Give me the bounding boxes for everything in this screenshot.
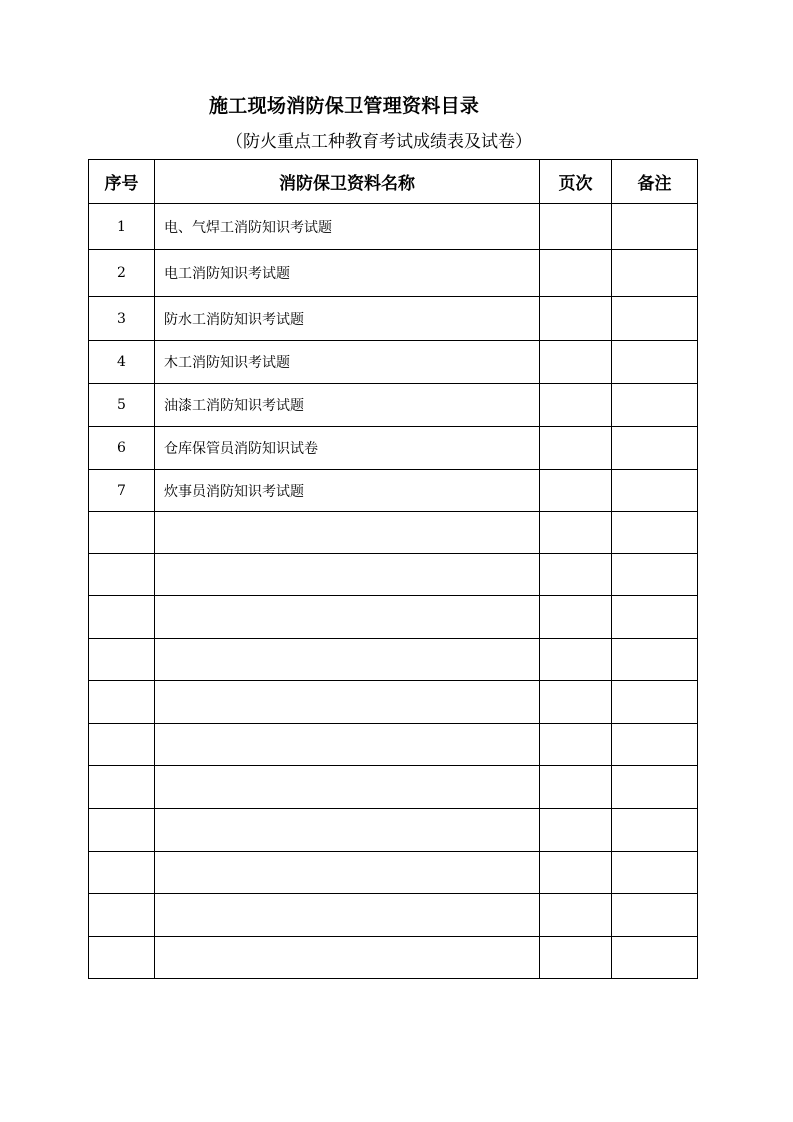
header-index: 序号: [89, 160, 155, 204]
row-note: [612, 766, 698, 809]
row-note: [612, 512, 698, 554]
table-row: [89, 470, 698, 512]
table-row: [89, 809, 698, 852]
row-index: 4: [89, 341, 155, 384]
row-page: [540, 470, 612, 512]
table-row: [89, 639, 698, 681]
row-note: [612, 681, 698, 724]
row-page: [540, 724, 612, 766]
table-row: [89, 681, 698, 724]
row-page: [540, 681, 612, 724]
row-note: [612, 341, 698, 384]
row-name: 炊事员消防知识考试题: [155, 470, 540, 512]
table-row: [89, 852, 698, 894]
row-name: [155, 512, 540, 554]
row-note: [612, 554, 698, 596]
row-page: [540, 341, 612, 384]
row-index: 7: [89, 470, 155, 512]
row-index: 1: [89, 204, 155, 250]
row-note: [612, 596, 698, 639]
row-name: 电工消防知识考试题: [155, 250, 540, 297]
row-note: [612, 297, 698, 341]
table-header-row: [89, 160, 698, 204]
table-row: [89, 250, 698, 297]
row-name: [155, 894, 540, 937]
row-name: [155, 809, 540, 852]
row-note: [612, 894, 698, 937]
row-note: [612, 250, 698, 297]
table-row: [89, 596, 698, 639]
row-name: [155, 724, 540, 766]
row-name: [155, 766, 540, 809]
row-name: [155, 596, 540, 639]
row-page: [540, 250, 612, 297]
row-index: [89, 681, 155, 724]
table-row: [89, 341, 698, 384]
row-note: [612, 937, 698, 979]
row-name: 仓库保管员消防知识试卷: [155, 427, 540, 470]
row-index: [89, 554, 155, 596]
row-index: [89, 852, 155, 894]
row-page: [540, 937, 612, 979]
row-note: [612, 724, 698, 766]
row-index: 5: [89, 384, 155, 427]
row-page: [540, 596, 612, 639]
table-row: [89, 297, 698, 341]
row-index: [89, 809, 155, 852]
row-index: [89, 766, 155, 809]
row-name: [155, 937, 540, 979]
header-note: 备注: [612, 160, 698, 204]
row-index: [89, 894, 155, 937]
table-row: [89, 204, 698, 250]
row-note: [612, 852, 698, 894]
row-note: [612, 384, 698, 427]
row-note: [612, 809, 698, 852]
row-name: 木工消防知识考试题: [155, 341, 540, 384]
row-name: [155, 554, 540, 596]
row-name: [155, 852, 540, 894]
row-name: 防水工消防知识考试题: [155, 297, 540, 341]
row-name: 电、气焊工消防知识考试题: [155, 204, 540, 250]
row-page: [540, 894, 612, 937]
table-row: [89, 766, 698, 809]
row-name: 油漆工消防知识考试题: [155, 384, 540, 427]
table-row: [89, 724, 698, 766]
row-page: [540, 204, 612, 250]
row-page: [540, 809, 612, 852]
row-note: [612, 470, 698, 512]
row-index: [89, 724, 155, 766]
row-page: [540, 297, 612, 341]
header-name: 消防保卫资料名称: [155, 160, 540, 204]
table-row: [89, 384, 698, 427]
table-row: [89, 894, 698, 937]
row-index: [89, 512, 155, 554]
row-index: 2: [89, 250, 155, 297]
document-title: 施工现场消防保卫管理资料目录: [209, 95, 480, 117]
row-note: [612, 639, 698, 681]
header-page: 页次: [540, 160, 612, 204]
row-name: [155, 639, 540, 681]
table-row: [89, 937, 698, 979]
row-index: [89, 639, 155, 681]
table-row: [89, 554, 698, 596]
table-row: [89, 512, 698, 554]
row-index: [89, 937, 155, 979]
row-name: [155, 681, 540, 724]
row-note: [612, 204, 698, 250]
row-note: [612, 427, 698, 470]
row-page: [540, 427, 612, 470]
table-row: [89, 427, 698, 470]
row-index: 6: [89, 427, 155, 470]
row-index: 3: [89, 297, 155, 341]
catalog-table: [88, 159, 698, 979]
row-index: [89, 596, 155, 639]
document-subtitle: （防火重点工种教育考试成绩表及试卷）: [226, 132, 532, 152]
row-page: [540, 766, 612, 809]
row-page: [540, 512, 612, 554]
row-page: [540, 384, 612, 427]
row-page: [540, 639, 612, 681]
row-page: [540, 554, 612, 596]
row-page: [540, 852, 612, 894]
